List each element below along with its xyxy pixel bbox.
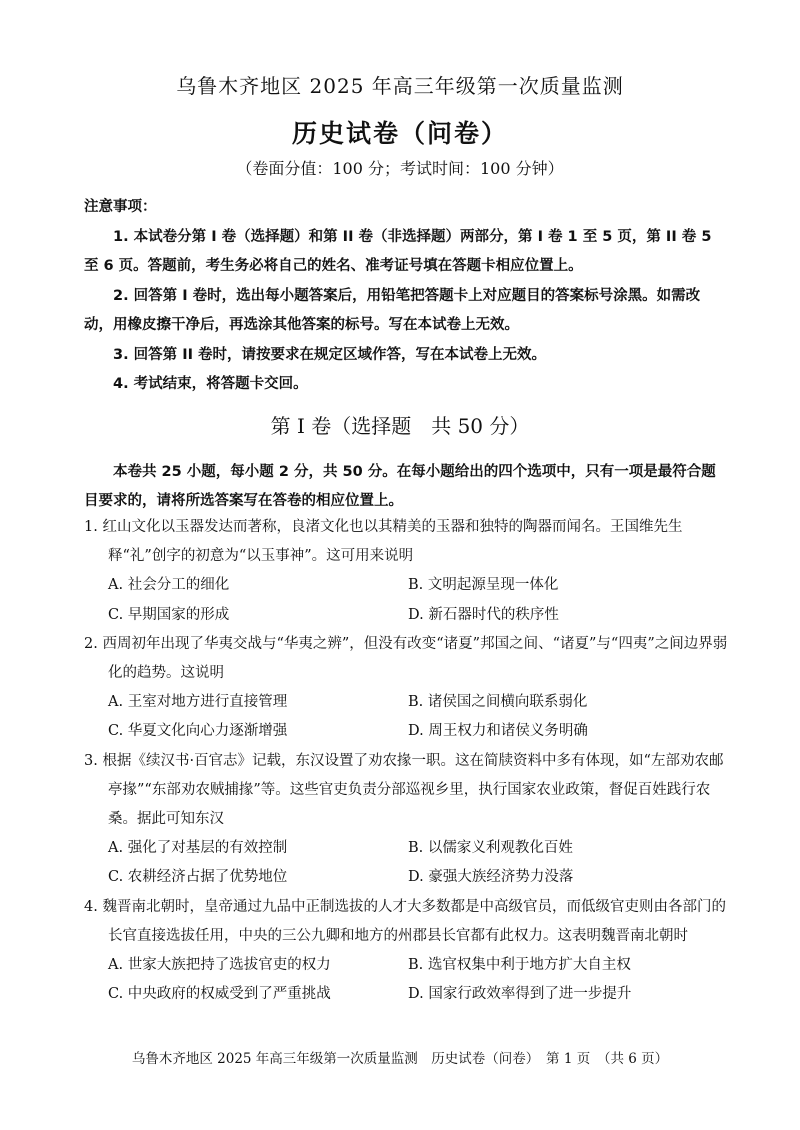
option-d: D. 新石器时代的秩序性 [408, 606, 559, 623]
question-options [84, 834, 730, 892]
option-b: B. 以儒家义利观教化百姓 [408, 840, 573, 857]
option-d: D. 豪强大族经济势力没落 [408, 869, 574, 886]
option-c: C. 中央政府的权威受到了严重挑战 [108, 986, 331, 1003]
exam-title: 乌鲁木齐地区 2025 年高三年级第一次质量监测 [176, 74, 624, 98]
option-a: A. 世家大族把持了选拔官吏的权力 [108, 957, 331, 974]
question-options [84, 571, 730, 629]
question-4 [84, 893, 730, 1010]
option-c: C. 华夏文化向心力逐渐增强 [108, 723, 288, 740]
question-stem: 3. 根据《续汉书·百官志》记载，东汉设置了劝农掾一职。这在简牍资料中多有体现，如“左部劝农邮亭掾”“东部劝农贼捕掾”等。这些官吏负责分部巡视乡里，执行国家农业政策，督促百姓践行农桑。据此可知东汉 [84, 752, 724, 828]
notice-item: 4. 考试结束，将答题卡交回。 [113, 376, 308, 392]
notice-item: 3. 回答第 II 卷时，请按要求在规定区域作答，写在本试卷上无效。 [113, 346, 547, 363]
option-a: A. 强化了对基层的有效控制 [108, 840, 288, 857]
notice-heading: 注意事项： [84, 199, 157, 215]
question-list [84, 513, 730, 1009]
option-a: A. 社会分工的细化 [108, 577, 230, 594]
question-3 [84, 747, 730, 893]
question-stem: 1. 红山文化以玉器发达而著称，良渚文化也以其精美的玉器和独特的陶器而闻名。王国维先生释“礼”创字的初意为“以玉事神”。这可用来说明 [84, 519, 683, 565]
question-stem: 2. 西周初年出现了华夷交战与“华夷之辨”，但没有改变“诸夏”邦国之间、“诸夏”与“四夷”之间边界弱化的趋势。这说明 [84, 635, 728, 682]
question-options [84, 951, 730, 1009]
notice-block [84, 193, 724, 400]
section-instruction: 本卷共 25 小题，每小题 2 分，共 50 分。在每小题给出的四个选项中，只有一项是最符合题目要求的，请将所选答案写在答卷的相应位置上。 [84, 464, 716, 509]
question-2 [84, 630, 730, 747]
exam-meta: （卷面分值：100 分；考试时间：100 分钟） [236, 159, 564, 178]
section-title: 第 I 卷（选择题 共 50 分） [270, 414, 530, 438]
notice-item: 1. 本试卷分第 I 卷（选择题）和第 II 卷（非选择题）两部分，第 I 卷 1 至 5 页，第 II 卷 5 至 6 页。答题前，考生务必将自己的姓名、准考证号填在答题卡相应位置上。 [84, 228, 712, 274]
option-a: A. 王室对地方进行直接管理 [108, 694, 288, 711]
option-c: C. 早期国家的形成 [108, 606, 230, 623]
option-b: B. 选官权集中利于地方扩大自主权 [408, 957, 631, 974]
question-stem: 4. 魏晋南北朝时，皇帝通过九品中正制选拔的人才大多数都是中高级官员，而低级官吏则由各部门的长官直接选拔任用，中央的三公九卿和地方的州郡县长官都有此权力。这表明魏晋南北朝时 [84, 898, 726, 944]
page-footer: 乌鲁木齐地区 2025 年高三年级第一次质量监测 历史试卷（问卷） 第 1 页 （共 6 页） [131, 1051, 669, 1067]
option-c: C. 农耕经济占据了优势地位 [108, 869, 288, 886]
paper-title: 历史试卷（问卷） [291, 119, 508, 148]
question-1 [84, 513, 730, 630]
notice-item: 2. 回答第 I 卷时，选出每小题答案后，用铅笔把答题卡上对应题目的答案标号涂黑。如需改动，用橡皮擦干净后，再选涂其他答案的标号。写在本试卷上无效。 [84, 287, 701, 333]
question-options [84, 688, 730, 746]
option-d: D. 周王权力和诸侯义务明确 [408, 723, 588, 740]
option-b: B. 诸侯国之间横向联系弱化 [408, 694, 588, 711]
option-d: D. 国家行政效率得到了进一步提升 [408, 986, 632, 1003]
option-b: B. 文明起源呈现一体化 [408, 577, 559, 594]
